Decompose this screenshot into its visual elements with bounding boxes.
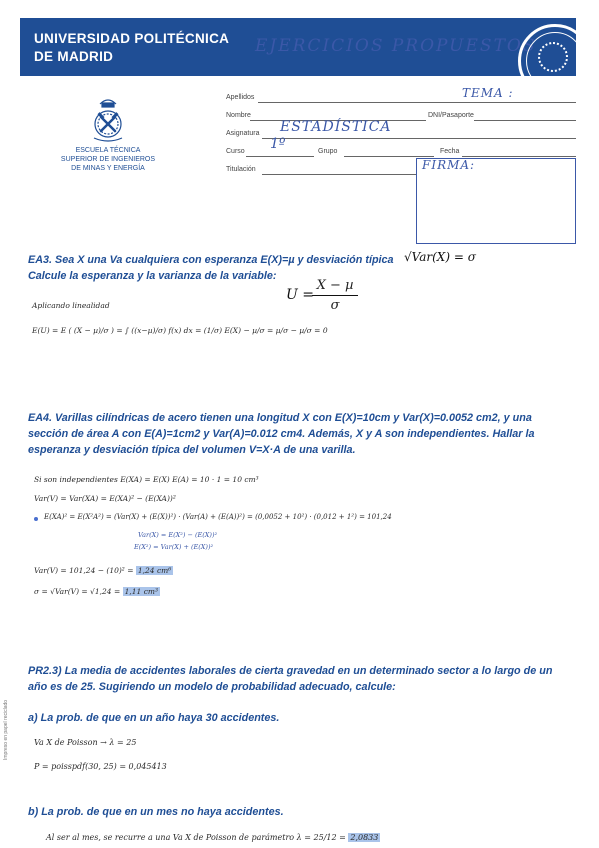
apellidos-label: Apellidos <box>226 94 255 101</box>
pr23-line1: PR2.3) La media de accidentes laborales de cierta gravedad en un determinado sector a lo largo de un <box>28 665 553 677</box>
school-line1: ESCUELA TÉCNICA <box>75 147 141 154</box>
ea4-work-line5: E(X²) = Var(X) + (E(X))² <box>134 543 214 551</box>
ea4-work-line3: E(XA)² = E(X²A²) = (Var(X) + (E(X))²) · (Var(A) + (E(A))²) = (0,0052 + 10²) · (0,012 + 1²) = 101,24 <box>44 513 392 521</box>
school-name <box>56 146 160 173</box>
grupo-label: Grupo <box>318 148 338 155</box>
margin-note: Impreso en papel reciclado <box>3 699 9 760</box>
fecha-label: Fecha <box>440 148 460 155</box>
grupo-field <box>344 156 434 157</box>
ea3-work-line1: Aplicando linealidad <box>32 301 110 310</box>
ea3-statement <box>28 252 573 284</box>
ea3-sqrt-formula: √Var(X) = σ <box>404 250 476 264</box>
u-fraction <box>312 278 358 313</box>
university-seal-icon <box>512 20 576 76</box>
firma-value: FIRMA: <box>422 158 476 172</box>
pr23-line2: año es de 25. Sugiriendo un modelo de probabilidad adecuado, calcule: <box>28 681 396 693</box>
curso-label: Curso <box>226 148 245 155</box>
ea4-sigma-result: 1,11 cm³ <box>124 587 159 596</box>
university-line2: DE MADRID <box>34 49 114 64</box>
pr23-statement <box>28 663 573 695</box>
handwritten-title: EJERCICIOS PROPUESTOS <box>255 36 537 56</box>
school-line3: DE MINAS Y ENERGÍA <box>71 165 145 172</box>
ea4-work-line2: Var(V) = Var(XA) = E(XA)² − (E(XA))² <box>34 494 176 503</box>
ea4-statement <box>28 410 573 458</box>
ea4-work-line7-text: σ = √Var(V) = √1,24 <box>34 587 112 596</box>
dni-field <box>474 120 576 121</box>
nombre-label: Nombre <box>226 112 251 119</box>
ea4-line1: EA4. Varillas cilíndricas de acero tienen una longitud X con E(X)=10cm y Var(X)=0.0052 cm2, y una <box>28 412 532 424</box>
curso-field <box>246 156 314 157</box>
titulacion-label: Titulación <box>226 166 256 173</box>
u-denominator: σ <box>330 298 340 313</box>
pr23-a-work1: Va X de Poisson → λ = 25 <box>34 738 137 747</box>
asignatura-label: Asignatura <box>226 130 260 137</box>
curso-value: 1º <box>270 136 286 152</box>
titulacion-field <box>262 174 416 175</box>
asignatura-value: ESTADÍSTICA <box>280 119 392 135</box>
pr23-a-work2: P = poisspdf(30, 25) = 0,045413 <box>34 762 167 771</box>
ea4-line2: sección de área A con E(A)=1cm2 y Var(A)=0.012 cm4. Además, X y A son independientes. Hallar la <box>28 428 535 440</box>
u-numerator: X − µ <box>316 278 354 293</box>
ea3-work-line2: E(U) = E ( (X − µ)/σ ) = ∫ ((x−µ)/σ) f(x) dx = (1/σ) E(X) − µ/σ = µ/σ − µ/σ = 0 <box>32 326 328 335</box>
ea4-work-line6: Var(V) = 101,24 − (10)² = 1,24 cm⁶ <box>34 566 172 575</box>
university-line1: UNIVERSIDAD POLITÉCNICA <box>34 31 230 46</box>
ea3-line1: EA3. Sea X una Va cualquiera con esperanza E(X)=µ y desviación típica <box>28 254 394 266</box>
pr23-b-work-text: Al ser al mes, se recurre a una Va X de Poisson de parámetro λ = 25/12 <box>46 833 337 842</box>
bullet-icon <box>34 517 38 521</box>
ea3-line2: Calcule la esperanza y la varianza de la variable: <box>28 270 277 282</box>
dni-label: DNI/Pasaporte <box>428 112 474 119</box>
pr23-part-a: a) La prob. de que en un año haya 30 accidentes. <box>28 712 280 724</box>
pr23-part-b: b) La prob. de que en un mes no haya accidentes. <box>28 806 284 818</box>
ea4-work-line1: Si son independientes E(XA) = E(X) E(A) = 10 · 1 = 10 cm³ <box>34 475 259 484</box>
university-name <box>34 30 229 66</box>
school-line2: SUPERIOR DE INGENIEROS <box>60 156 156 163</box>
ea4-work-line4: Var(X) = E(X²) − (E(X))² <box>138 531 218 539</box>
ea4-work-line7: σ = √Var(V) = √1,24 = 1,11 cm³ <box>34 587 159 596</box>
asignatura-field <box>262 138 576 139</box>
pr23-b-result: 2,0833 <box>350 833 379 842</box>
ea4-work-line6-text: Var(V) = 101,24 − (10)² <box>34 566 125 575</box>
ea4-var-result: 1,24 cm⁶ <box>137 566 172 575</box>
ea4-line3: esperanza y desviación típica del volumen V=X·A de una varilla. <box>28 444 356 456</box>
apellidos-field <box>258 102 576 103</box>
tema-value: TEMA : <box>462 86 514 100</box>
u-lhs: U = <box>286 287 314 303</box>
fecha-field <box>462 156 576 157</box>
school-emblem-icon <box>86 94 130 144</box>
pr23-b-work: Al ser al mes, se recurre a una Va X de Poisson de parámetro λ = 25/12 = 2,0833 <box>46 833 379 842</box>
